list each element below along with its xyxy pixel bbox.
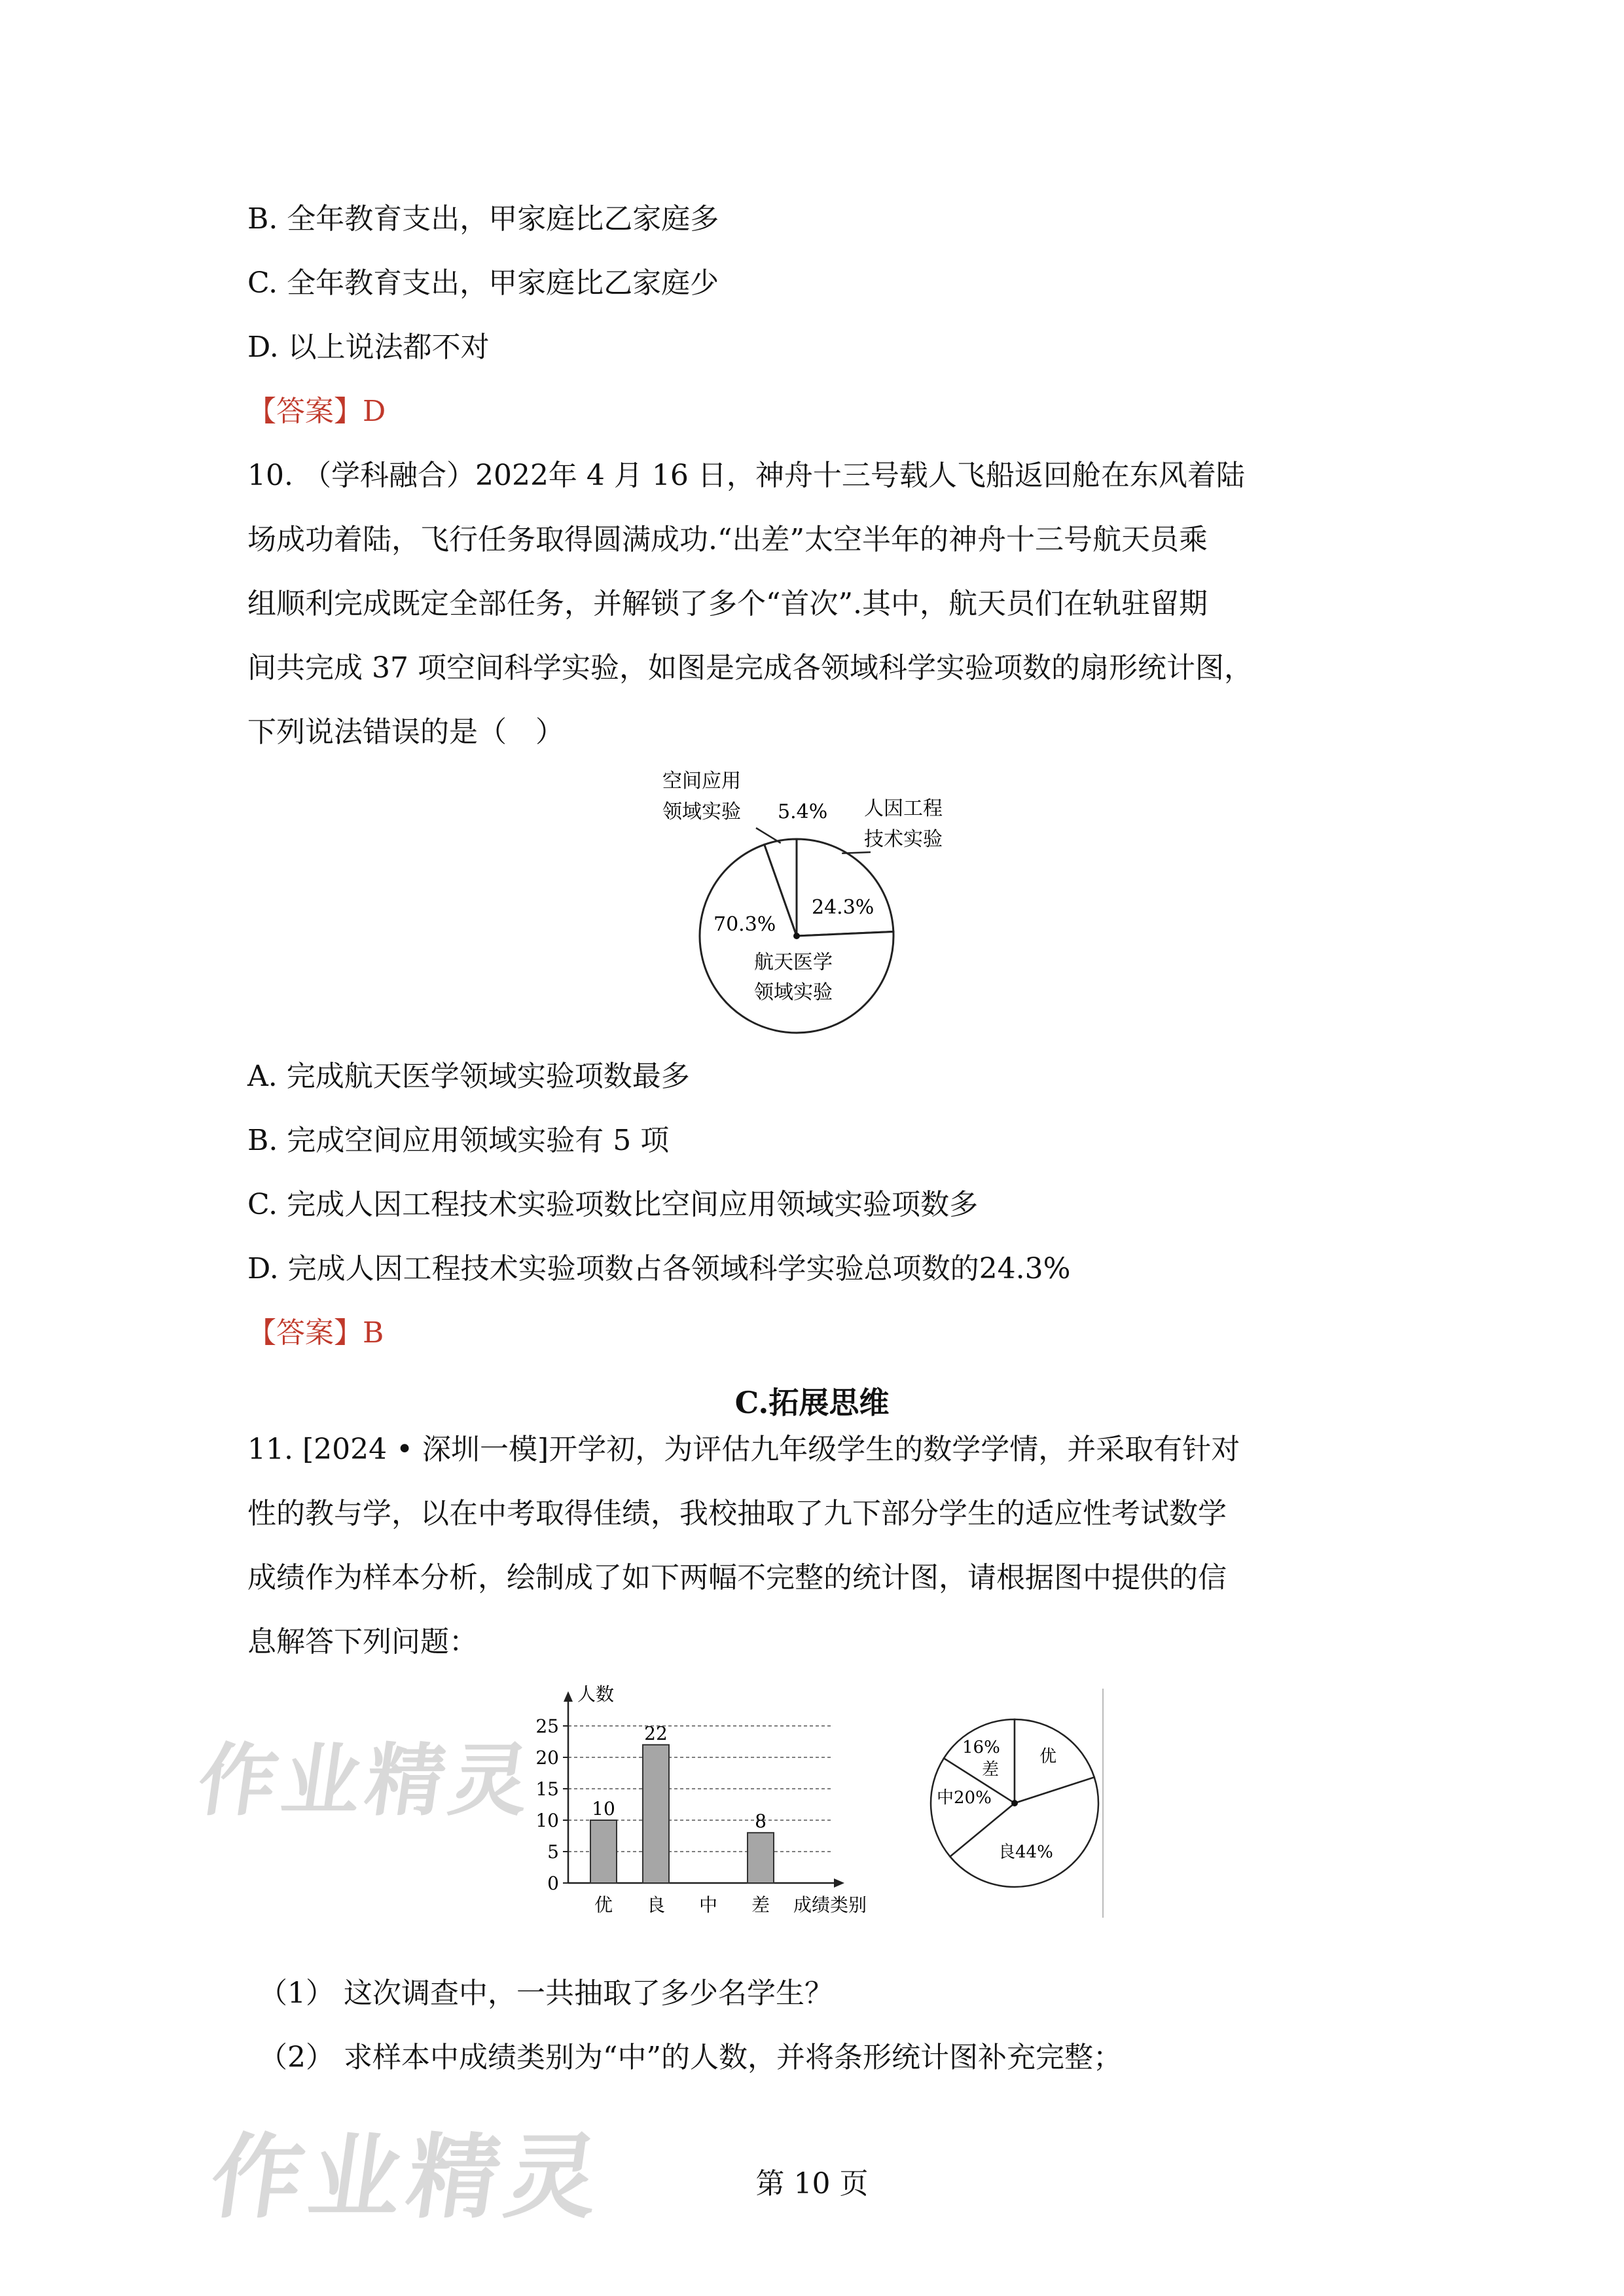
q11-line-2: 性的教与学，以在中考取得佳绩，我校抽取了九下部分学生的适应性考试数学: [247, 1497, 1227, 1530]
bar-value-label: 10: [592, 1798, 615, 1820]
bar-y-tick-label: 10: [535, 1810, 559, 1831]
q9-answer: [247, 392, 386, 431]
pie-slice-label: 中: [937, 1788, 954, 1808]
pie-slice-label: 人因工程: [864, 797, 943, 820]
pie-value-label: 24.3%: [812, 896, 875, 919]
pie-center-dot: [793, 933, 800, 939]
pie-slice-label: 航天医学: [754, 951, 833, 974]
q10-answer: [247, 1314, 384, 1353]
q11-line-3: 成绩作为样本分析，绘制成了如下两幅不完整的统计图，请根据图中提供的信: [247, 1561, 1227, 1594]
bar-优: [590, 1820, 617, 1883]
pie-slice-label: 优: [1039, 1747, 1057, 1767]
bar-差: [748, 1833, 774, 1883]
pie-value-label: 5.4%: [778, 800, 828, 823]
bar-y-tick-label: 15: [535, 1778, 559, 1800]
pie-leader-line: [842, 852, 871, 853]
q10-line-3: 组顺利完成既定全部任务，并解锁了多个“首次”.其中，航天员们在轨驻留期: [247, 587, 1208, 620]
watermark-logo: 作业精灵: [204, 2125, 612, 2231]
pie-slice-label: 良: [998, 1842, 1016, 1862]
q11-line-4: 息解答下列问题：: [247, 1625, 478, 1659]
q10-line-5: 下列说法错误的是（ ）: [247, 715, 564, 749]
answer-value: D: [363, 395, 386, 428]
section-title: C.拓展思维: [734, 1385, 890, 1420]
pie-slice-label: 领域实验: [662, 800, 741, 823]
pie-value-label: 20%: [954, 1788, 992, 1808]
bar-value-label: 22: [644, 1722, 668, 1744]
answer-value: B: [363, 1316, 384, 1350]
q9-option-c: C. 全年教育支出，甲家庭比乙家庭少: [247, 266, 719, 300]
pie-value-label: 70.3%: [713, 913, 776, 936]
bar-value-label: 8: [755, 1810, 767, 1833]
answer-mark: 【答案】: [247, 1316, 363, 1350]
bar-y-tick-label: 0: [547, 1873, 559, 1894]
pie-slice-label: 空间应用: [662, 770, 741, 793]
pie-value-label: 16%: [962, 1738, 1000, 1757]
bar-y-axis-label: 人数: [577, 1683, 615, 1705]
pie-slice-label: 技术实验: [864, 828, 943, 851]
bar-x-axis-label: 成绩类别: [793, 1894, 867, 1916]
pie-value-label: 44%: [1015, 1842, 1053, 1862]
q10-line-1: 10. （学科融合）2022年 4 月 16 日，神舟十三号载人飞船返回舱在东风着陆: [247, 459, 1245, 492]
bar-category-label: 良: [646, 1894, 666, 1916]
answer-mark: 【答案】: [247, 395, 363, 428]
grade-bar-chart: [524, 1682, 903, 1924]
bar-良: [643, 1745, 669, 1883]
q11-sub-2: （2） 求样本中成绩类别为“中”的人数，并将条形统计图补充完整；: [259, 2041, 1122, 2074]
grade-pie-chart: [920, 1689, 1110, 1918]
q10-option-c: C. 完成人因工程技术实验项数比空间应用领域实验项数多: [247, 1188, 979, 1221]
q10-option-b: B. 完成空间应用领域实验有 5 项: [247, 1124, 670, 1157]
bar-y-tick-label: 20: [535, 1747, 559, 1768]
bar-category-label: 中: [698, 1894, 718, 1916]
watermark-logo: 作业精灵: [192, 1736, 541, 1827]
q10-option-d: D. 完成人因工程技术实验项数占各领域科学实验总项数的24.3%: [247, 1252, 1071, 1285]
q10-option-a: A. 完成航天医学领域实验项数最多: [247, 1060, 690, 1093]
page-number: 第 10 页: [755, 2167, 869, 2200]
q10-line-4: 间共完成 37 项空间科学实验，如图是完成各领域科学实验项数的扇形统计图，: [247, 651, 1253, 685]
q10-line-2: 场成功着陆，飞行任务取得圆满成功.“出差”太空半年的神舟十三号航天员乘: [247, 523, 1208, 556]
bar-x-axis-arrow: [834, 1878, 844, 1888]
bar-y-axis-arrow: [564, 1691, 573, 1702]
q9-option-d: D. 以上说法都不对: [247, 331, 490, 364]
pie-leader-line: [756, 828, 781, 843]
bar-y-tick-label: 5: [547, 1841, 559, 1863]
pie-slice-label: 领域实验: [754, 981, 833, 1004]
q11-line-1: 11. [2024 • 深圳一模]开学初，为评估九年级学生的数学学情，并采取有针对: [247, 1433, 1240, 1466]
pie-slice-label: 差: [982, 1760, 1000, 1780]
bar-category-label: 优: [594, 1894, 613, 1916]
pie-center-dot: [1011, 1800, 1018, 1806]
bar-y-tick-label: 25: [535, 1715, 559, 1737]
space-experiments-pie-chart: [628, 759, 995, 1047]
q9-option-b: B. 全年教育支出，甲家庭比乙家庭多: [247, 202, 719, 236]
bar-category-label: 差: [751, 1894, 770, 1916]
q11-sub-1: （1） 这次调查中，一共抽取了多少名学生？: [259, 1977, 833, 2010]
